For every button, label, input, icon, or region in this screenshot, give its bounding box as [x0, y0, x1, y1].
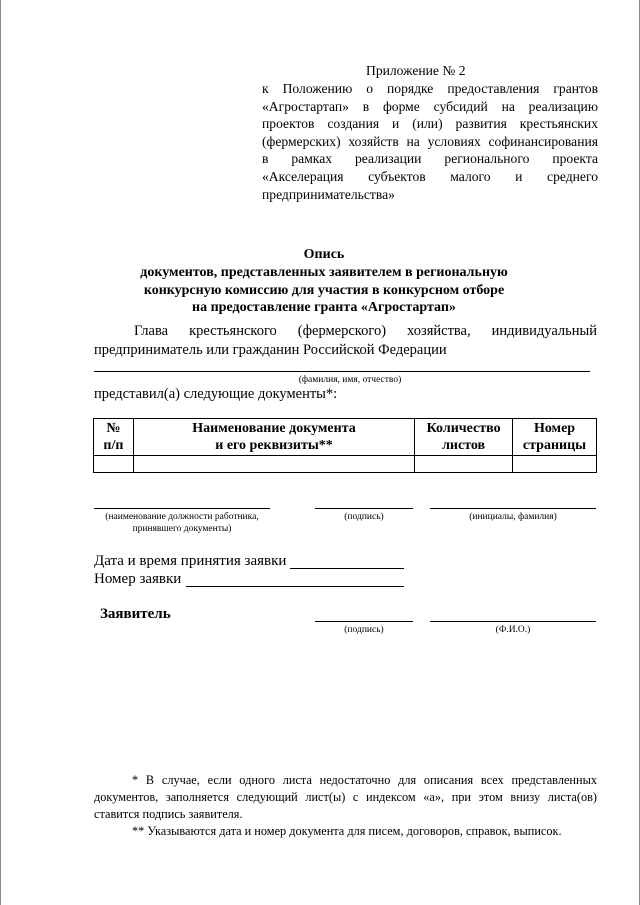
appendix-line: предпринимательства»	[262, 186, 395, 202]
table-header-row	[94, 419, 597, 456]
appendix-reference	[262, 80, 598, 203]
column-header-number: № п/п	[94, 419, 134, 456]
footnotes	[94, 772, 597, 840]
applicant-signature-line[interactable]	[315, 621, 413, 622]
presented-documents-text: представил(а) следующие документы*:	[94, 386, 338, 402]
table-cell[interactable]	[94, 456, 134, 473]
heading-line: конкурсную комиссию для участия в конкурсном отборе	[143, 282, 505, 298]
footnote-2: ** Указываются дата и номер документа для писем, договоров, справок, выписок.	[132, 824, 562, 838]
table-cell[interactable]	[133, 456, 414, 473]
appendix-title: Приложение № 2	[366, 63, 466, 78]
column-header-document: Наименование документа и его реквизиты**	[133, 419, 414, 456]
applicant-label: Заявитель	[100, 606, 171, 622]
datetime-input-line[interactable]	[290, 568, 404, 569]
applicant-fio-line[interactable]	[430, 621, 596, 622]
table-row[interactable]	[94, 456, 597, 473]
appendix-line: к Положению о порядке предоставления грантов	[262, 81, 598, 96]
appendix-line: «Агростартап» в форме субсидий на реализацию	[262, 98, 598, 114]
application-number-input-line[interactable]	[186, 586, 404, 587]
heading-line: документов, представленных заявителем в региональную	[140, 264, 508, 280]
appendix-line: в рамках реализации регионального проекта	[262, 151, 598, 167]
page-left-edge	[0, 0, 1, 905]
applicant-fio-caption: (Ф.И.О.)	[495, 625, 531, 635]
fio-caption: (фамилия, имя, отчество)	[298, 375, 402, 385]
position-input-line[interactable]	[94, 508, 270, 509]
fio-input-line[interactable]	[94, 371, 590, 372]
initials-input-line[interactable]	[430, 508, 596, 509]
signature-caption: (подпись)	[344, 512, 384, 522]
applicant-type-text: Глава крестьянского (фермерского) хозяйства, индивидуальный предприниматель или гражданин Российской Федерации	[94, 323, 597, 358]
column-header-sheets: Количество листов	[415, 419, 513, 456]
appendix-line: проектов создания и (или) развития крестьянских	[262, 116, 598, 132]
footnote-1: * В случае, если одного листа недостаточно для описания всех представленных документов, заполняется следующий лист(ы) с индексом «а», при этом внизу листа(ов) ставится подпись заявителя.	[94, 773, 597, 821]
column-header-page: Номер страницы	[513, 419, 597, 456]
applicant-signature-caption: (подпись)	[344, 625, 384, 635]
table-cell[interactable]	[513, 456, 597, 473]
appendix-line: (фермерских) хозяйств на условиях софинансирования	[262, 133, 598, 149]
heading-title: Опись	[303, 247, 345, 262]
appendix-line: «Акселерация субъектов малого и среднего	[262, 168, 598, 184]
position-caption: (наименование должности работника, принявшего документы)	[105, 512, 259, 534]
datetime-label: Дата и время принятия заявки	[94, 553, 287, 569]
documents-table	[93, 418, 597, 473]
signature-input-line[interactable]	[315, 508, 413, 509]
table-cell[interactable]	[415, 456, 513, 473]
heading-line: на предоставление гранта «Агростартап»	[192, 300, 456, 316]
application-number-label: Номер заявки	[94, 571, 182, 587]
document-heading	[110, 246, 538, 317]
initials-caption: (инициалы, фамилия)	[469, 512, 557, 522]
